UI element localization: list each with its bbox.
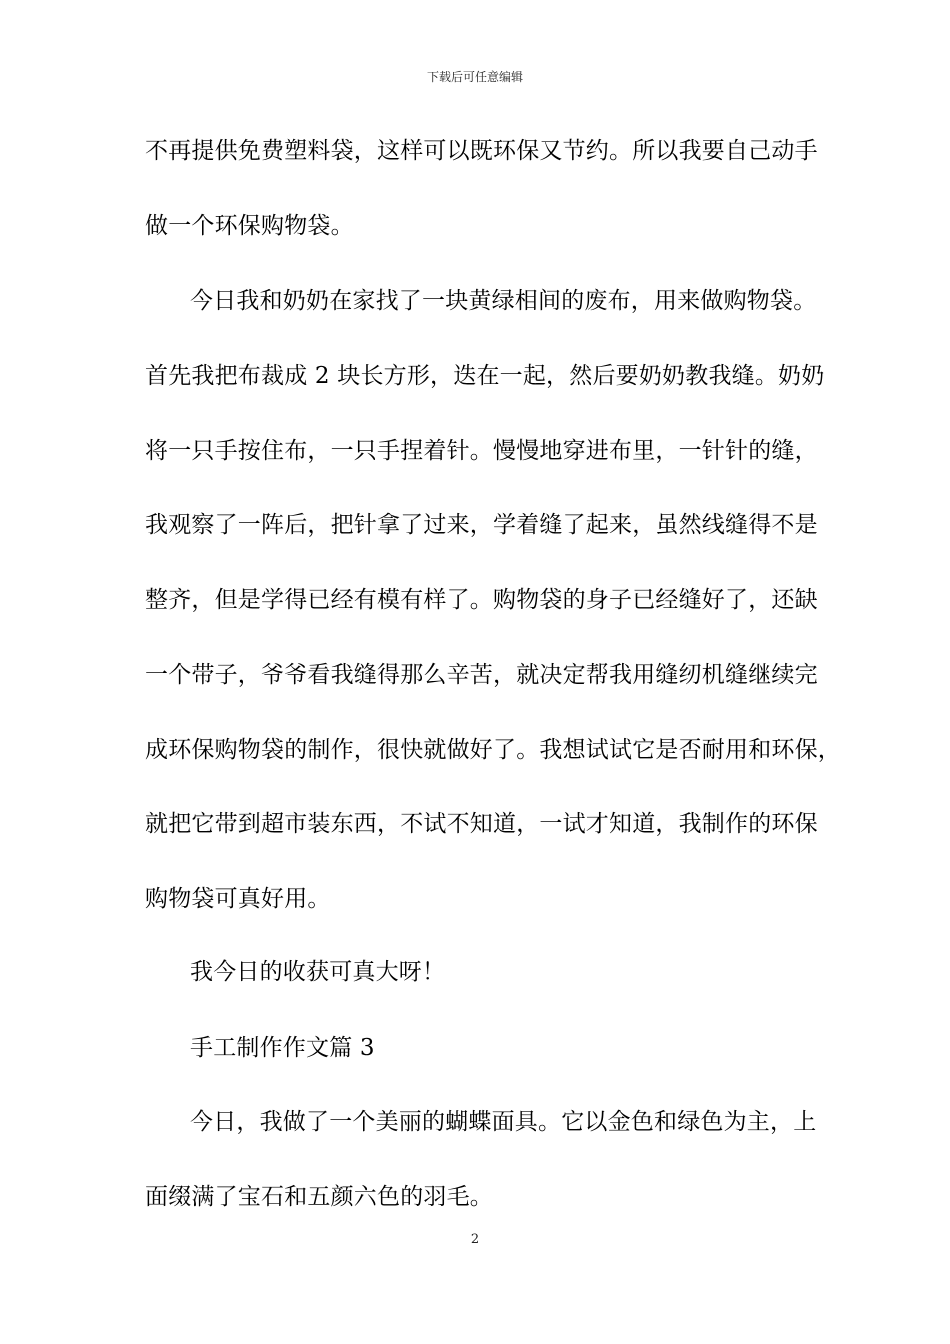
text-line: 今日我和奶奶在家找了一块黄绿相间的废布，用来做购物袋。 <box>190 288 817 314</box>
page-number: 2 <box>470 1232 480 1247</box>
text-line: 不再提供免费塑料袋，这样可以既环保又节约。所以我要自己动手 <box>145 138 818 164</box>
text-line: 购物袋可真好用。 <box>145 886 331 912</box>
text-line: 将一只手按住布，一只手捏着针。慢慢地穿进布里，一针针的缝， <box>145 438 818 464</box>
section-heading: 手工制作作文篇 3 <box>190 1035 375 1061</box>
text-line: 整齐，但是学得已经有模有样了。购物袋的身子已经缝好了，还缺 <box>145 587 818 613</box>
text-line: 面缀满了宝石和五颜六色的羽毛。 <box>145 1184 493 1210</box>
text-line: 首先我把布裁成 2 块长方形，迭在一起，然后要奶奶教我缝。奶奶 <box>145 363 825 389</box>
header-note: 下载后可任意编辑 <box>426 70 523 84</box>
text-line: 一个带子，爷爷看我缝得那么辛苦，就决定帮我用缝纫机缝继续完 <box>145 662 818 688</box>
text-line: 今日，我做了一个美丽的蝴蝶面具。它以金色和绿色为主，上 <box>190 1109 817 1135</box>
text-line: 我今日的收获可真大呀！ <box>190 959 446 985</box>
text-line: 就把它带到超市装东西，不试不知道，一试才知道，我制作的环保 <box>145 811 818 837</box>
text-line: 我观察了一阵后，把针拿了过来，学着缝了起来，虽然线缝得不是 <box>145 512 818 538</box>
text-line: 成环保购物袋的制作，很快就做好了。我想试试它是否耐用和环保， <box>145 737 841 763</box>
text-line: 做一个环保购物袋。 <box>145 213 354 239</box>
